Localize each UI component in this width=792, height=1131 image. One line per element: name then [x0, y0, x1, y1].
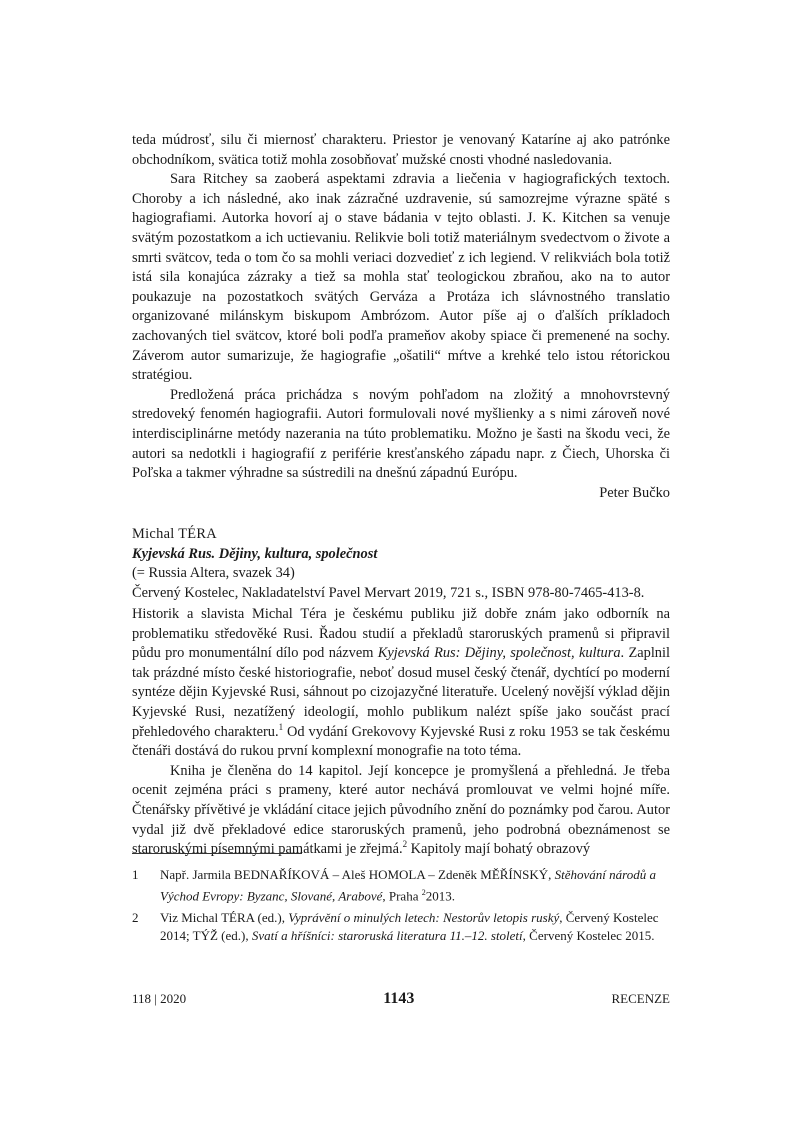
cited-title: Vyprávění o minulých letech: Nestorův letopis ruský — [288, 910, 560, 926]
paragraph — [132, 605, 670, 762]
footnote — [132, 866, 670, 904]
footnote-text — [160, 866, 670, 904]
text-run: Historik a slavista Michal Téra je českému publiku již dobře znám jako odborník na problematiku středověké Rusi. Řadou studií a překladů staroruských pramenů si připravil půdu pro monumentální dílo pod názvem — [132, 606, 670, 662]
page-footer — [132, 990, 670, 1008]
paragraph: Sara Ritchey sa zaoberá aspektami zdravia a liečenia v hagiografických textoch. Choroby a ich následné, ako inak zázračné uzdravenie, sú samozrejme výrazne späté s hagiografiami. Autorka hovorí aj o stave bádania v tejto oblasti. J. K. Kitchen sa venuje svätým pozostatkom a ich uctievaniu. Relikvie boli totiž materiálnym svedectvom o živote a smrti svätcov, teda o tom čo sa mohli veriaci dozvedieť z ich legiend. V relikviách bola totiž istá sila konajúca zázraky a tiež sa mohla stať teologickou zbraňou, ako na to autor poukazuje na pozostatkoch svätých Gerváza a Protáza ich slávnostného translatio organizované milánskym biskupom Ambrózom. Autor píše aj o ďalších príkladoch zachovaných tiel svätcov, ktoré boli podľa prameňov akoby spiace či premenené na sochy. Záverom autor sumarizuje, že hagiografie „ošatili“ mŕtve a krehké telo istou rétorickou stratégiou. — [132, 171, 670, 384]
footnote-ref[interactable]: 2 — [402, 839, 408, 850]
review-body — [132, 605, 670, 860]
text-run: Kniha je členěna do 14 kapitol. Její koncepce je promyšlená a přehledná. Je třeba ocenit zejména práci s prameny, které autor nechává promlouvat ve velmi hojné míře. Čtenářsky přívětivé je vkládání citace jejich původního znění do poznámky pod čarou. Autor vydal již dvě překladové edice staroruských pramenů, jeho podrobná obeznámenost se staroruskými písemnými památkami je zřejmá. — [132, 762, 670, 858]
book-publisher: Červený Kostelec, Nakladatelství Pavel Mervart 2019, 721 s., ISBN 978-80-7465-413-8. — [132, 584, 645, 601]
text-run: . Zaplnil tak prázdné místo české historiografie, neboť dosud musel český čtenář, dychtící po moderní syntéze dějin Kyjevské Rusi, sáhnout po cizojazyčné literatuře. Ucelený novější výklad dějin Kyjevské Rusi, nezatížený ideologií, mohlo publikum nalézt spíše jako součást prací přehledového charakteru. — [132, 645, 671, 740]
text-run: Např. Jarmila BEDNAŘÍKOVÁ – Aleš HOMOLA – Zdeněk MĚŘÍNSKÝ, — [160, 867, 555, 882]
section-label: RECENZE — [611, 991, 670, 1006]
edition-mark: 2 — [421, 887, 426, 897]
text-run: , Červený Kostelec 2015. — [522, 927, 655, 943]
footnotes — [132, 866, 670, 949]
book-author: Michal TÉRA — [132, 526, 217, 542]
review-continuation — [132, 131, 670, 503]
text-run: Kapitoly mají bohatý obrazový — [407, 841, 591, 858]
review-bibliography — [132, 525, 670, 603]
text-run: Viz Michal TÉRA (ed.), — [160, 910, 289, 926]
issue-label: 118 | 2020 — [132, 991, 187, 1006]
page-number: 1143 — [383, 990, 415, 1007]
book-title: Kyjevská Rus. Dějiny, kultura, společnost — [132, 545, 378, 562]
cited-title: Stěhování národů a Východ Evropy: Byzanc, Slované, Arabové — [160, 867, 656, 903]
cited-title: Kyjevská Rus: Dějiny, společnost, kultura — [377, 645, 621, 662]
paragraph — [132, 762, 670, 860]
paragraph: Predložená práca prichádza s novým pohľadom na zložitý a mnohovrstevný stredoveký fenomén hagiografii. Autori formulovali nové myšlienky a s nimi zároveň nové interdisciplinárne metódy nazerania na túto problematiku. Možno je šasti na škodu veci, že autori sa nedotkli i hagiografií z periférie kresťanského západu napr. z Čiech, Uhorska či Poľska a takmer výhradne sa sústredili na dnešnú západnú Európu. — [132, 386, 670, 482]
text-run: , Praha — [382, 887, 422, 903]
cited-title: Svatí a hříšníci: staroruská literatura 11.–12. století — [251, 927, 523, 943]
footnote — [132, 909, 670, 944]
footnote-divider — [132, 853, 302, 854]
footnote-text — [160, 909, 670, 944]
footnote-number: 2 — [132, 910, 139, 926]
book-series: (= Russia Altera, svazek 34) — [132, 565, 295, 582]
text-run: 2013. — [425, 887, 455, 903]
text-run: Od vydání Grekovovy Kyjevské Rusi z roku 1953 se tak českému čtenáři dostává do rukou první komplexní monografie na toto téma. — [132, 723, 671, 760]
footnote-number: 1 — [132, 867, 139, 882]
paragraph: teda múdrosť, silu či miernosť charakteru. Priestor je venovaný Kataríne aj ako patrónke obchodníkom, svätica totiž mohla zosobňovať mužské cnosti vhodné nasledovania. — [132, 132, 670, 168]
footnote-ref[interactable]: 1 — [278, 721, 284, 732]
review-signature: Peter Bučko — [599, 484, 670, 501]
text-run: , Červený Kostelec 2014; TÝŽ (ed.), — [160, 910, 659, 943]
